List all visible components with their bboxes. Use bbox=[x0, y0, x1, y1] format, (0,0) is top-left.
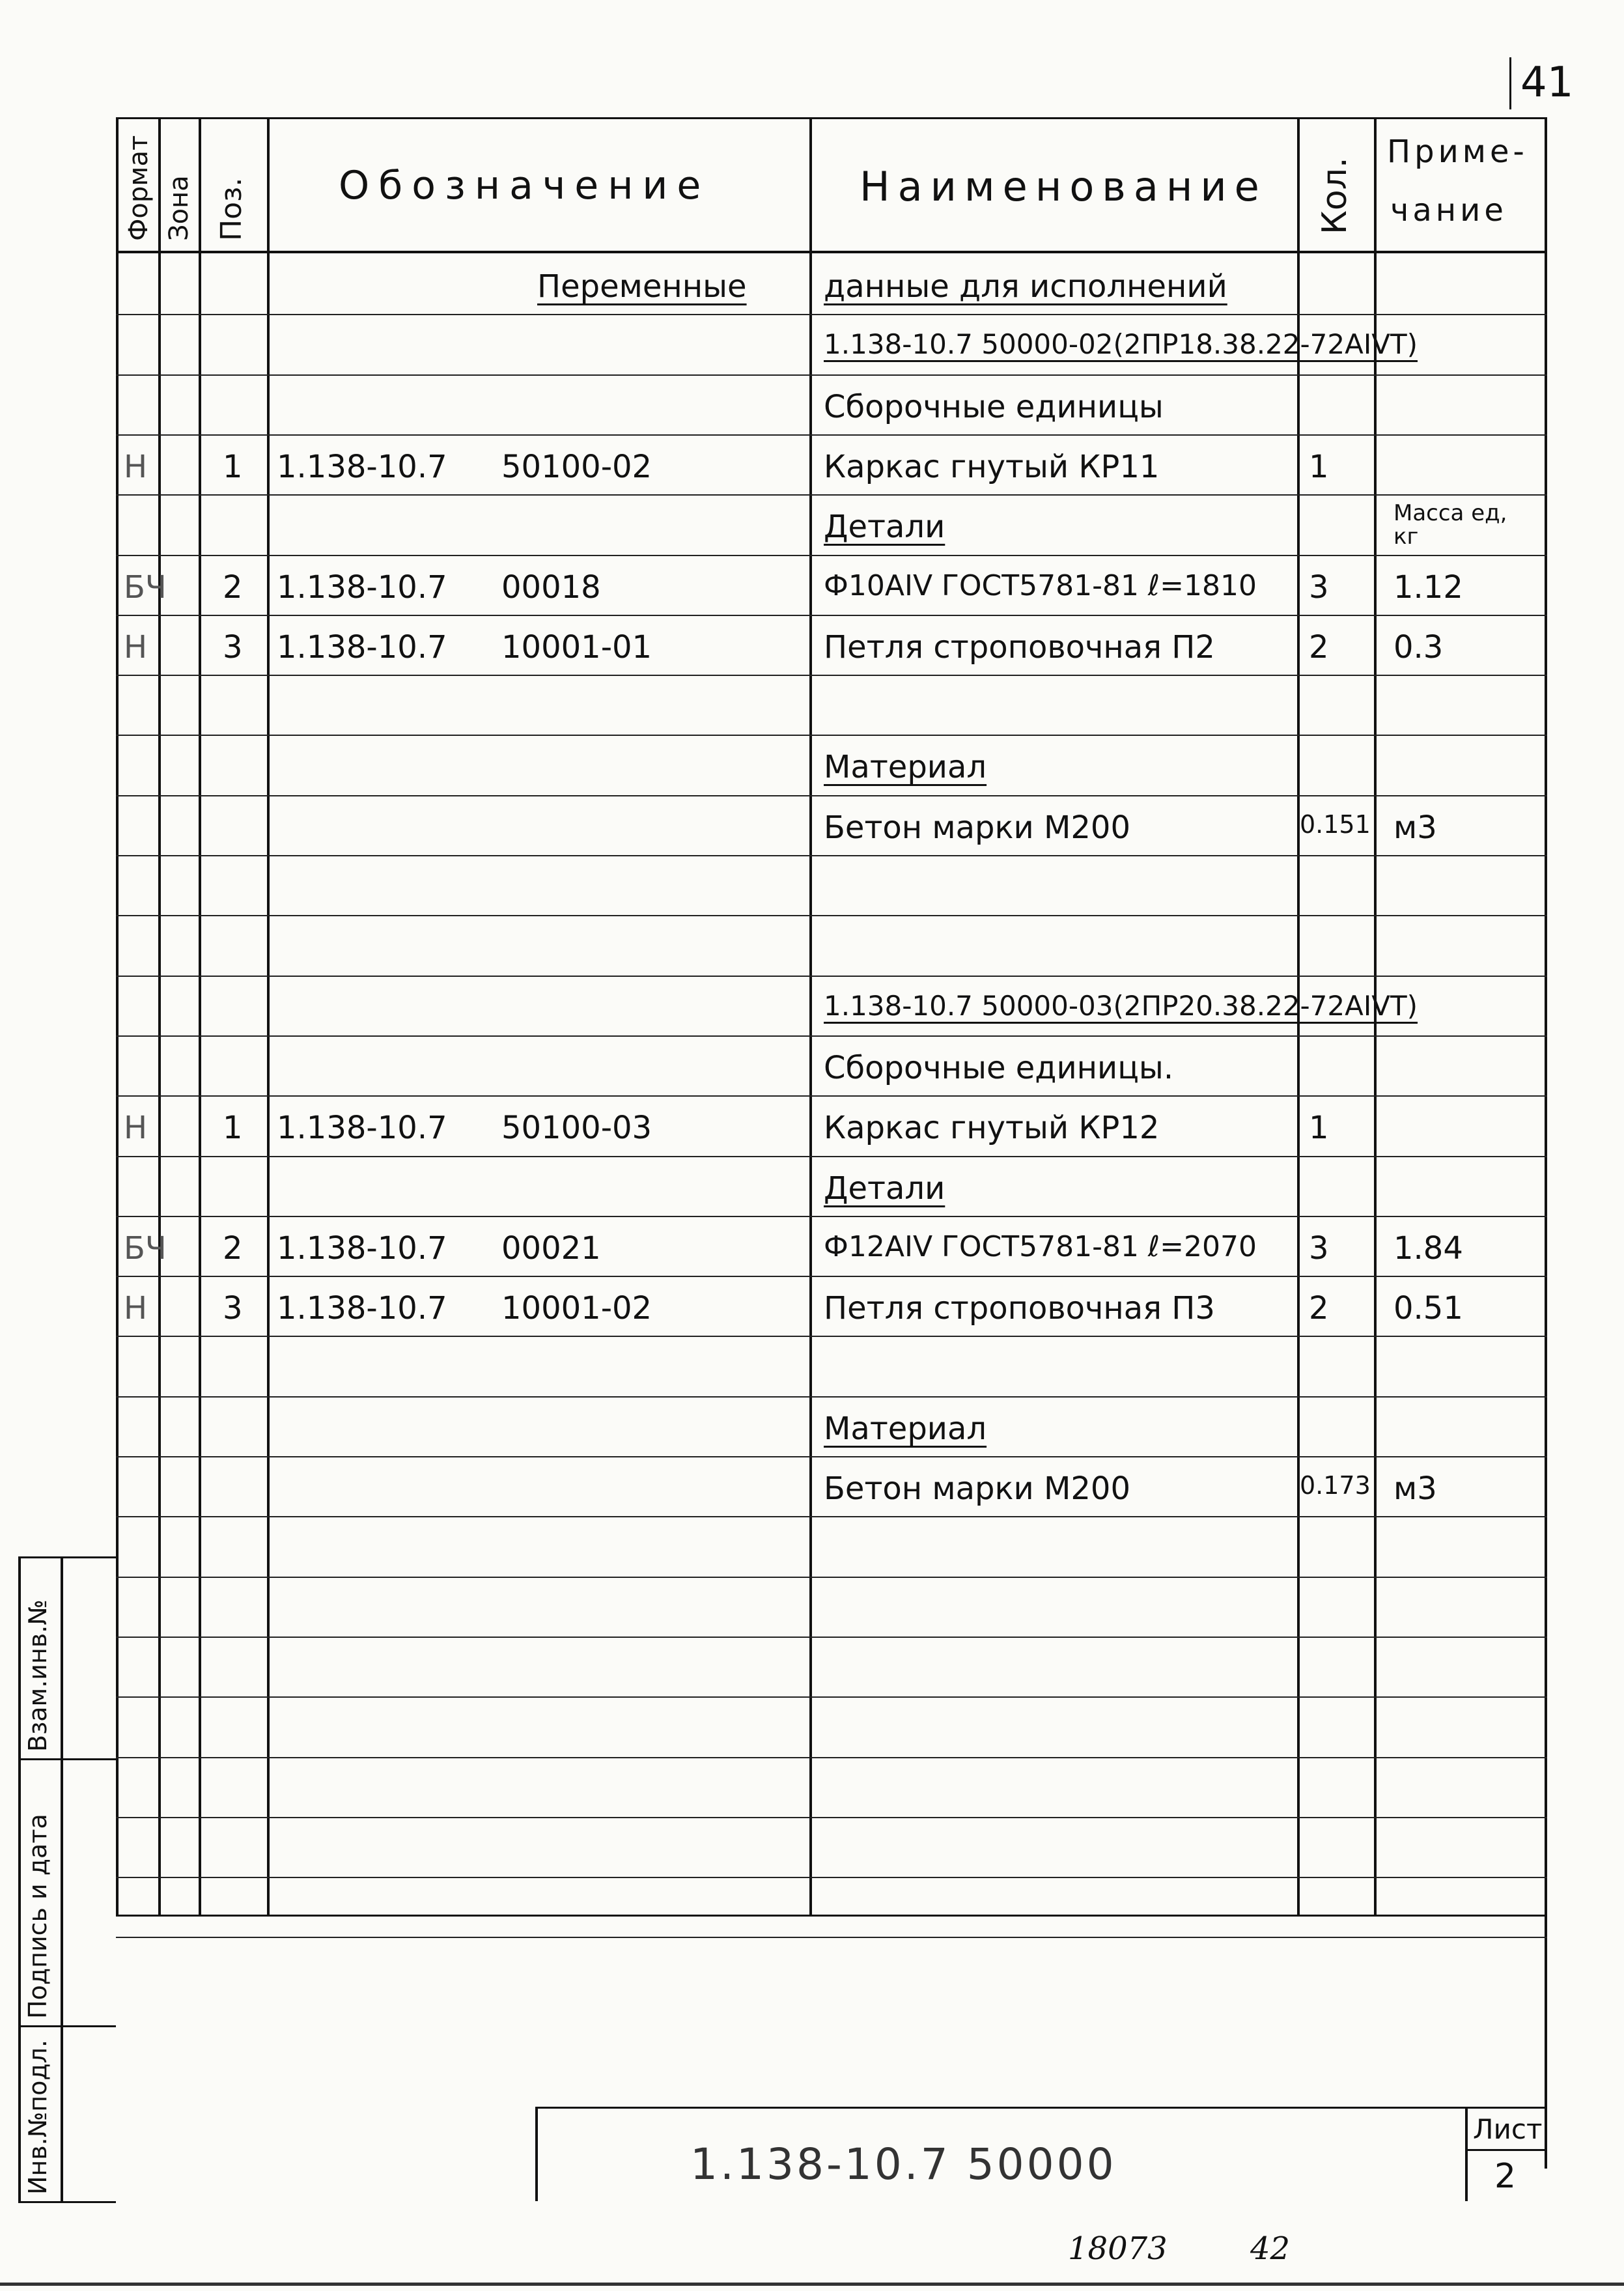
row-format: Н bbox=[124, 1290, 148, 1327]
row-divider bbox=[116, 1336, 1547, 1337]
sheet-label: Лист bbox=[1473, 2113, 1543, 2145]
row-divider bbox=[116, 1396, 1547, 1398]
row-divider bbox=[116, 1035, 1547, 1037]
stamp-vzam-label: Взам.инв.№ bbox=[23, 1599, 52, 1752]
row-designation-code: 1.138-10.7 bbox=[277, 629, 447, 666]
inventory-number-2: 42 bbox=[1250, 2230, 1291, 2267]
row-pos: 1 bbox=[223, 1110, 243, 1146]
row-qty: 2 bbox=[1309, 1290, 1329, 1327]
row-pos: 1 bbox=[223, 449, 243, 485]
page-number-mark bbox=[1509, 57, 1511, 109]
header-bottom-line bbox=[116, 251, 1547, 253]
row-note: 1.84 bbox=[1393, 1230, 1463, 1267]
row-format: БЧ bbox=[124, 569, 167, 606]
stamp-inv-podl-label: Инв.№подл. bbox=[23, 2039, 52, 2195]
bottom-edge bbox=[0, 2283, 1624, 2286]
row-name: Сборочные единицы bbox=[824, 389, 1164, 425]
row-divider bbox=[116, 1937, 1547, 1938]
row-note: 0.51 bbox=[1393, 1290, 1463, 1327]
row-name: Петля строповочная П2 bbox=[824, 629, 1215, 666]
stamp-inner-line bbox=[61, 1556, 63, 2201]
row-pos: 2 bbox=[223, 1230, 243, 1267]
row-note: м3 bbox=[1393, 809, 1437, 846]
row-divider bbox=[116, 1156, 1547, 1157]
title-block-sheet-divider bbox=[1465, 2107, 1468, 2201]
row-qty: 3 bbox=[1309, 1230, 1329, 1267]
row-designation-number: 00018 bbox=[501, 569, 601, 606]
row-divider bbox=[116, 1877, 1547, 1878]
row-format: Н bbox=[124, 449, 148, 485]
inventory-number: 18073 bbox=[1068, 2230, 1168, 2267]
row-divider bbox=[116, 795, 1547, 796]
row-designation-number: 50100-03 bbox=[501, 1110, 652, 1146]
row-designation-number: 10001-02 bbox=[501, 1290, 652, 1327]
row-divider bbox=[116, 1216, 1547, 1217]
row-divider bbox=[116, 1276, 1547, 1277]
row-name: 1.138-10.7 50000-03(2ПР20.38.22-72АIVТ) bbox=[824, 990, 1418, 1022]
header-note-line2: чание bbox=[1390, 192, 1507, 229]
row-name: Бетон марки М200 bbox=[824, 809, 1130, 846]
row-note: Масса ед, кг bbox=[1393, 500, 1507, 550]
row-divider bbox=[116, 374, 1547, 376]
sheet-value: 2 bbox=[1494, 2157, 1517, 2196]
frame-right bbox=[1545, 117, 1547, 2169]
row-format: Н bbox=[124, 629, 148, 666]
row-divider bbox=[116, 1817, 1547, 1818]
row-name: Каркас гнутый КР11 bbox=[824, 449, 1160, 485]
row-designation-number: 10001-01 bbox=[501, 629, 652, 666]
row-divider bbox=[116, 735, 1547, 736]
row-divider bbox=[116, 434, 1547, 436]
row-qty: 0.173 bbox=[1300, 1471, 1371, 1500]
row-designation-code: 1.138-10.7 bbox=[277, 1110, 447, 1146]
frame-top bbox=[116, 117, 1547, 119]
row-name: 1.138-10.7 50000-02(2ПР18.38.22-72АIVТ) bbox=[824, 328, 1418, 360]
header-designation: Обозначение bbox=[339, 163, 710, 208]
row-divider bbox=[116, 675, 1547, 676]
stamp-bottom bbox=[18, 2201, 116, 2203]
table-bottom-line bbox=[116, 1915, 1547, 1917]
row-name: Каркас гнутый КР12 bbox=[824, 1110, 1160, 1146]
row-pos: 2 bbox=[223, 569, 243, 606]
row-designation-code: 1.138-10.7 bbox=[277, 449, 447, 485]
row-name: Ф12АIV ГОСТ5781-81 ℓ=2070 bbox=[824, 1230, 1257, 1263]
stamp-divider-1 bbox=[18, 1758, 116, 1760]
row-designation-number: Переменные bbox=[537, 268, 747, 305]
row-divider bbox=[116, 1516, 1547, 1517]
row-name: данные для исполнений bbox=[824, 268, 1227, 305]
stamp-top bbox=[18, 1556, 116, 1558]
stamp-divider-2 bbox=[18, 2025, 116, 2027]
row-qty: 0.151 bbox=[1300, 810, 1371, 839]
header-pos: Поз. bbox=[215, 177, 248, 241]
row-designation-number: 50100-02 bbox=[501, 449, 652, 485]
row-name: Ф10АIV ГОСТ5781-81 ℓ=1810 bbox=[824, 569, 1257, 602]
col-divider-designation bbox=[809, 117, 812, 1915]
row-qty: 1 bbox=[1309, 1110, 1329, 1146]
row-pos: 3 bbox=[223, 1290, 243, 1327]
row-divider bbox=[116, 1637, 1547, 1638]
row-format: БЧ bbox=[124, 1230, 167, 1267]
row-divider bbox=[116, 855, 1547, 856]
row-divider bbox=[116, 1095, 1547, 1097]
row-divider bbox=[116, 555, 1547, 556]
row-name: Детали bbox=[824, 509, 945, 545]
header-name: Наименование bbox=[860, 163, 1267, 210]
row-qty: 1 bbox=[1309, 449, 1329, 485]
stamp-outer-left bbox=[18, 1556, 21, 2201]
row-name: Детали bbox=[824, 1170, 945, 1207]
row-qty: 2 bbox=[1309, 629, 1329, 666]
row-name: Бетон марки М200 bbox=[824, 1470, 1130, 1507]
row-pos: 3 bbox=[223, 629, 243, 666]
row-designation-number: 00021 bbox=[501, 1230, 601, 1267]
header-zone: Зона bbox=[164, 175, 194, 241]
row-divider bbox=[116, 1696, 1547, 1698]
header-format: Формат bbox=[124, 135, 154, 241]
document-number: 1.138-10.7 50000 bbox=[690, 2139, 1117, 2189]
row-name: Сборочные единицы. bbox=[824, 1050, 1174, 1086]
page-number: 41 bbox=[1520, 59, 1574, 107]
row-divider bbox=[116, 1577, 1547, 1578]
row-divider bbox=[116, 494, 1547, 496]
row-divider bbox=[116, 1757, 1547, 1758]
row-divider bbox=[116, 615, 1547, 616]
col-divider-format bbox=[158, 117, 161, 1915]
row-divider bbox=[116, 1456, 1547, 1457]
row-note: 1.12 bbox=[1393, 569, 1463, 606]
title-block-top bbox=[535, 2107, 1546, 2109]
row-designation-code: 1.138-10.7 bbox=[277, 1230, 447, 1267]
row-name: Петля строповочная П3 bbox=[824, 1290, 1215, 1327]
row-note: 0.3 bbox=[1393, 629, 1444, 666]
row-name: Материал bbox=[824, 749, 987, 785]
row-name: Материал bbox=[824, 1411, 987, 1447]
title-block-sheet-label-line bbox=[1465, 2149, 1546, 2151]
header-qty: Кол. bbox=[1315, 157, 1354, 234]
frame-left bbox=[116, 117, 119, 1915]
col-divider-zone bbox=[199, 117, 201, 1915]
row-note: м3 bbox=[1393, 1470, 1437, 1507]
title-block-left bbox=[535, 2107, 538, 2201]
col-divider-pos bbox=[267, 117, 270, 1915]
row-divider bbox=[116, 314, 1547, 315]
row-format: Н bbox=[124, 1110, 148, 1146]
row-designation-code: 1.138-10.7 bbox=[277, 569, 447, 606]
row-designation-code: 1.138-10.7 bbox=[277, 1290, 447, 1327]
stamp-podpis-label: Подпись и дата bbox=[23, 1814, 52, 2019]
row-divider bbox=[116, 976, 1547, 977]
row-divider bbox=[116, 915, 1547, 916]
row-qty: 3 bbox=[1309, 569, 1329, 606]
header-note-line1: Приме- bbox=[1387, 134, 1528, 170]
